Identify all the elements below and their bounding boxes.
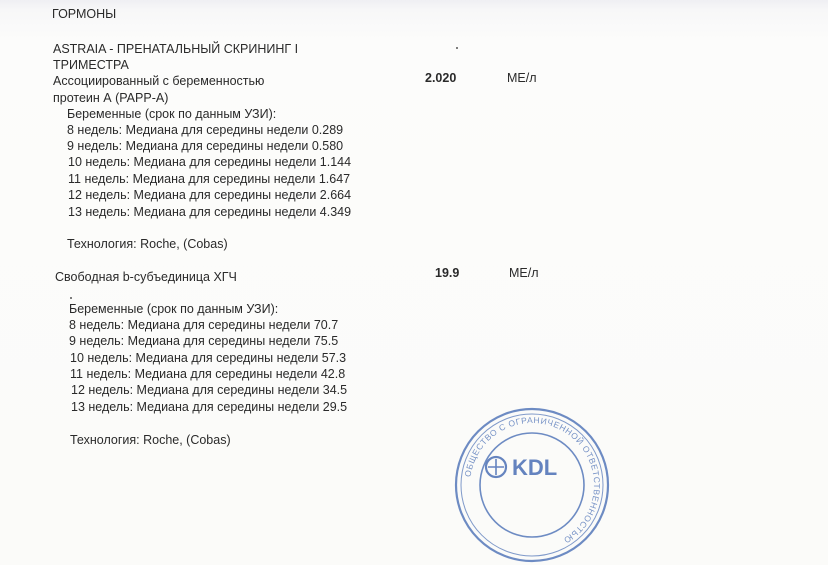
- svg-text:ОБЩЕСТВО С ОГРАНИЧЕННОЙ ОТВЕТС: [463, 415, 603, 546]
- ref-line: 12 недель: Медиана для середины недели 2.664: [68, 188, 352, 202]
- ref-line: 13 недель: Медиана для середины недели 29.5: [71, 400, 348, 414]
- stray-dot: [70, 297, 72, 299]
- ref-line: 11 недель: Медиана для середины недели 42.8: [70, 367, 346, 381]
- test-name-line2: протеин А (PAPP-A): [53, 91, 169, 105]
- ref-header: Беременные (срок по данным УЗИ):: [69, 302, 279, 316]
- ref-line: 8 недель: Медиана для середины недели 0.289: [67, 123, 344, 137]
- section-title: ГОРМОНЫ: [52, 7, 117, 21]
- ref-list: [67, 123, 407, 223]
- ref-line: 12 недель: Медиана для середины недели 34.5: [71, 383, 348, 397]
- test-value: 19.9: [435, 266, 460, 280]
- stray-dot: [456, 47, 458, 49]
- test-unit: МЕ/л: [507, 71, 537, 85]
- ref-line: 9 недель: Медиана для середины недели 75.5: [69, 334, 339, 348]
- ref-line: 11 недель: Медиана для середины недели 1.647: [68, 172, 351, 186]
- ref-list: [69, 318, 409, 418]
- test-name-line1: Ассоциированный с беременностью: [53, 74, 265, 88]
- stamp-ring-text: ОБЩЕСТВО С ОГРАНИЧЕННОЙ ОТВЕТСТВЕННОСТЬЮ: [462, 414, 603, 546]
- ref-line: 13 недель: Медиана для середины недели 4.349: [68, 205, 352, 219]
- technology-note: Технология: Roche, (Cobas): [67, 237, 228, 251]
- test-name: Свободная b-субъединица ХГЧ: [55, 270, 237, 284]
- ref-line: 10 недель: Медиана для середины недели 57.3: [70, 351, 347, 365]
- ref-line: 8 недель: Медиана для середины недели 70.7: [69, 318, 339, 332]
- stamp-logo: KDL: [512, 455, 558, 480]
- panel-title-line2: ТРИМЕСТРА: [53, 58, 129, 72]
- panel-title-line1: ASTRAIA - ПРЕНАТАЛЬНЫЙ СКРИНИНГ I: [53, 42, 299, 56]
- company-stamp: [452, 405, 612, 565]
- test-unit: МЕ/л: [509, 266, 539, 280]
- technology-note: Технология: Roche, (Cobas): [70, 433, 231, 447]
- ref-line: 9 недель: Медиана для середины недели 0.580: [67, 139, 344, 153]
- test-value: 2.020: [425, 71, 457, 85]
- ref-header: Беременные (срок по данным УЗИ):: [67, 107, 277, 121]
- ref-line: 10 недель: Медиана для середины недели 1.144: [68, 155, 352, 169]
